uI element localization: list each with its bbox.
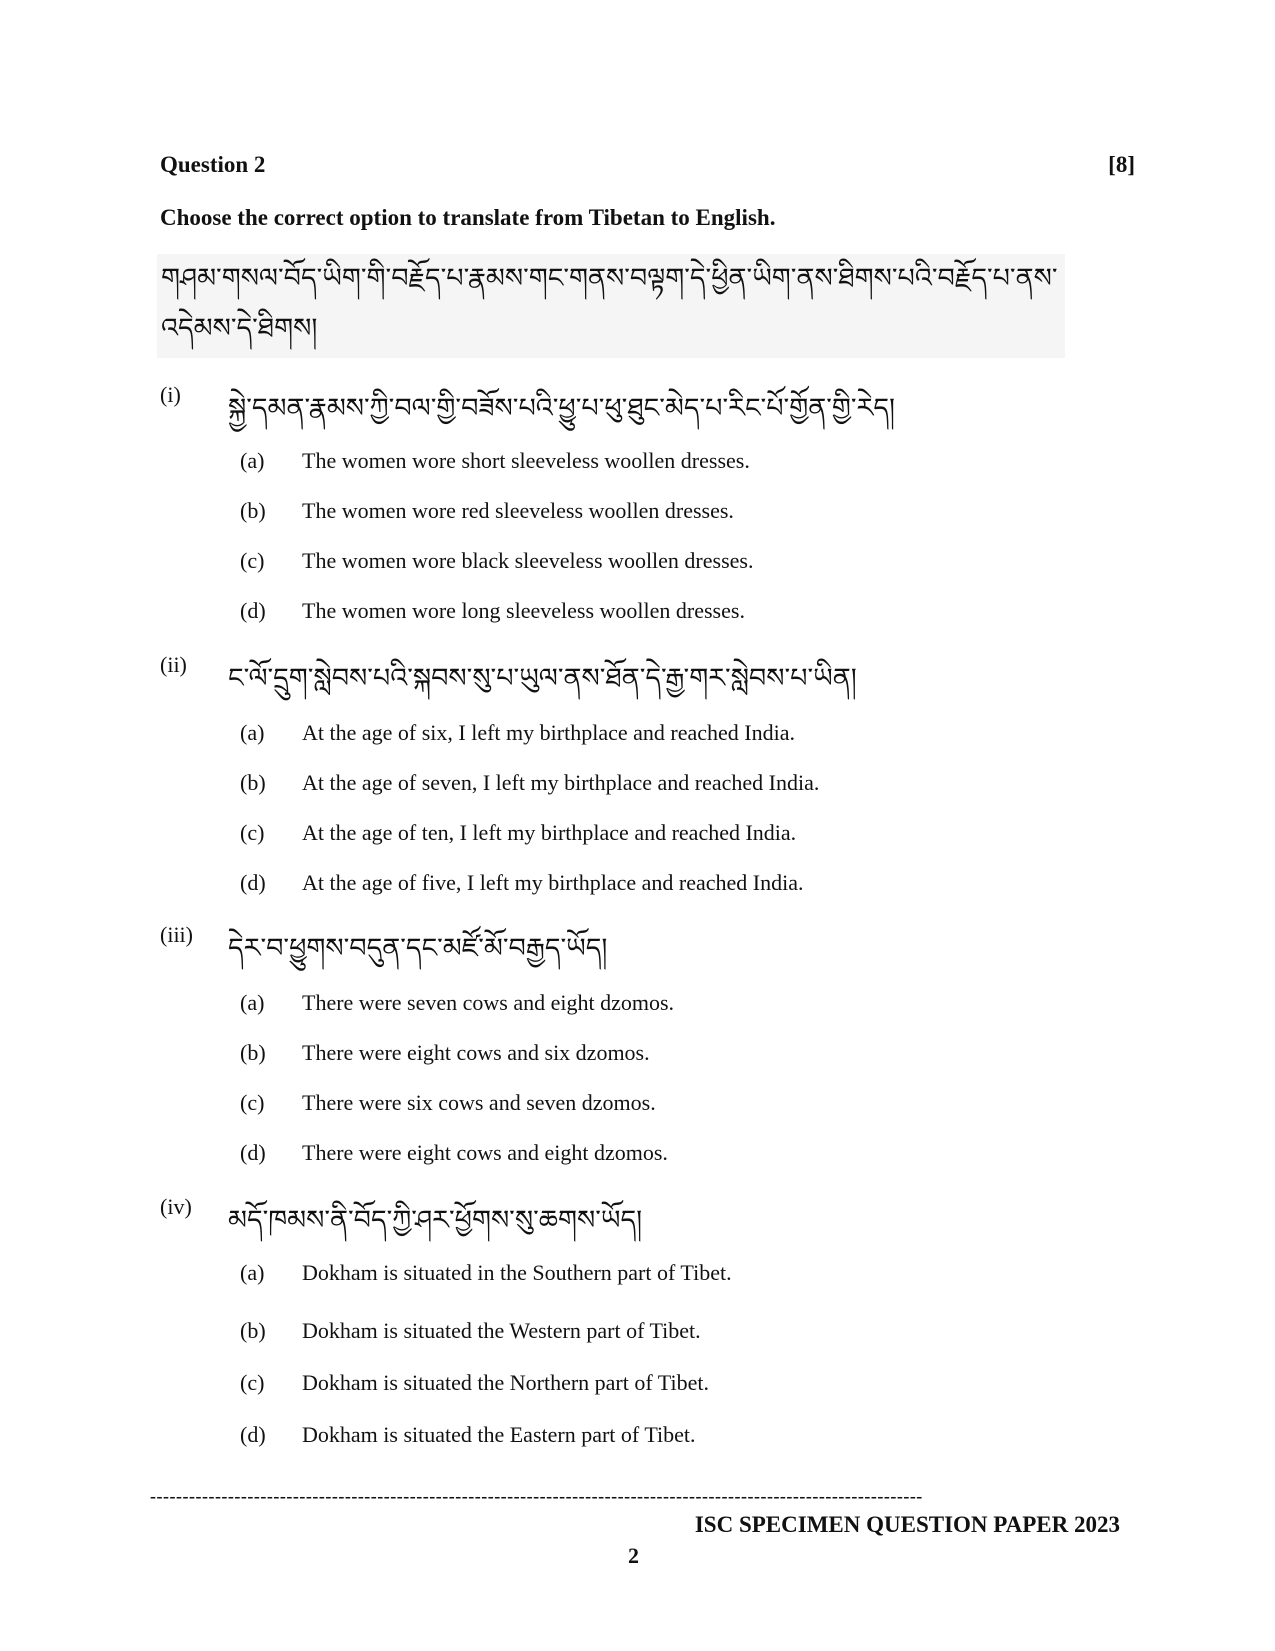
option-letter: (d) bbox=[240, 1422, 266, 1447]
item-number: (iii) bbox=[160, 922, 193, 947]
item-number: (iv) bbox=[160, 1194, 192, 1219]
option-letter: (c) bbox=[240, 548, 265, 573]
option-letter: (d) bbox=[240, 1140, 266, 1165]
option-text: At the age of ten, I left my birthplace and reached India. bbox=[302, 820, 797, 845]
option-text: The women wore black sleeveless woollen dresses. bbox=[302, 548, 754, 573]
item-number: (ii) bbox=[160, 652, 187, 677]
question-title: Question 2 bbox=[160, 152, 266, 177]
item-tibetan-text: ང་ལོ་དྲུག་སླེབས་པའི་སྐབས་སུ་པ་ཡུལ་ནས་ཐོན་དེ་རྒྱ་གར་སླེབས་པ་ཡིན། bbox=[228, 663, 857, 693]
item-tibetan-text: དེར་བ་ཕྱུགས་བདུན་དང་མཛོ་མོ་བརྒྱད་ཡོད། bbox=[228, 933, 608, 963]
item-number: (i) bbox=[160, 382, 181, 407]
option-letter: (a) bbox=[240, 1260, 265, 1285]
item-tibetan-text: མདོ་ཁམས་ནི་བོད་ཀྱི་ཤར་ཕྱོགས་སུ་ཆགས་ཡོད། bbox=[228, 1205, 643, 1235]
option-text: There were eight cows and eight dzomos. bbox=[302, 1140, 668, 1165]
option-letter: (c) bbox=[240, 1090, 265, 1115]
passage-line: འདེམས་དེ་ཐིགས། bbox=[161, 313, 318, 343]
item-tibetan-text: སྐྱེ་དམན་རྣམས་ཀྱི་བལ་གྱི་བཟོས་པའི་ཕྱུ་པ་ཕུ་ཐུང་མེད་པ་རིང་པོ་གྱོན་གྱི་རེད། bbox=[228, 393, 896, 423]
option-text: At the age of six, I left my birthplace and reached India. bbox=[302, 720, 795, 745]
option-letter: (c) bbox=[240, 820, 265, 845]
option-letter: (d) bbox=[240, 870, 266, 895]
option-letter: (b) bbox=[240, 770, 266, 795]
option-letter: (c) bbox=[240, 1370, 265, 1395]
option-text: There were six cows and seven dzomos. bbox=[302, 1090, 656, 1115]
option-text: There were seven cows and eight dzomos. bbox=[302, 990, 675, 1015]
option-text: The women wore long sleeveless woollen dresses. bbox=[302, 598, 745, 623]
option-text: At the age of five, I left my birthplace and reached India. bbox=[302, 870, 804, 895]
option-text: Dokham is situated the Eastern part of Tibet. bbox=[302, 1422, 696, 1447]
footer-title: ISC SPECIMEN QUESTION PAPER 2023 bbox=[694, 1512, 1120, 1537]
option-letter: (b) bbox=[240, 498, 266, 523]
option-text: The women wore red sleeveless woollen dresses. bbox=[302, 498, 734, 523]
page-number: 2 bbox=[628, 1543, 639, 1568]
option-text: Dokham is situated in the Southern part of Tibet. bbox=[302, 1260, 732, 1285]
option-text: At the age of seven, I left my birthplace and reached India. bbox=[302, 770, 820, 795]
option-letter: (a) bbox=[240, 448, 265, 473]
option-letter: (b) bbox=[240, 1318, 266, 1343]
option-text: Dokham is situated the Northern part of Tibet. bbox=[302, 1370, 709, 1395]
option-text: There were eight cows and six dzomos. bbox=[302, 1040, 650, 1065]
footer-divider: ----------------------------------------------------------------------------------------------------------------------- bbox=[150, 1486, 923, 1506]
passage-line: གཤམ་གསལ་བོད་ཡིག་གི་བརྗོད་པ་རྣམས་གང་གནས་བལྟག་དེ་ཕྱིན་ཡིག་ནས་ཐིགས་པའི་བརྗོད་པ་ནས་ bbox=[161, 263, 1058, 293]
question-marks: [8] bbox=[1108, 152, 1135, 177]
question-header bbox=[160, 152, 1135, 186]
option-letter: (b) bbox=[240, 1040, 266, 1065]
question-instruction: Choose the correct option to translate from Tibetan to English. bbox=[160, 205, 776, 230]
option-letter: (d) bbox=[240, 598, 266, 623]
option-letter: (a) bbox=[240, 720, 265, 745]
tibetan-passage bbox=[157, 254, 1065, 358]
option-text: Dokham is situated the Western part of Tibet. bbox=[302, 1318, 701, 1343]
option-text: The women wore short sleeveless woollen dresses. bbox=[302, 448, 750, 473]
option-letter: (a) bbox=[240, 990, 265, 1015]
